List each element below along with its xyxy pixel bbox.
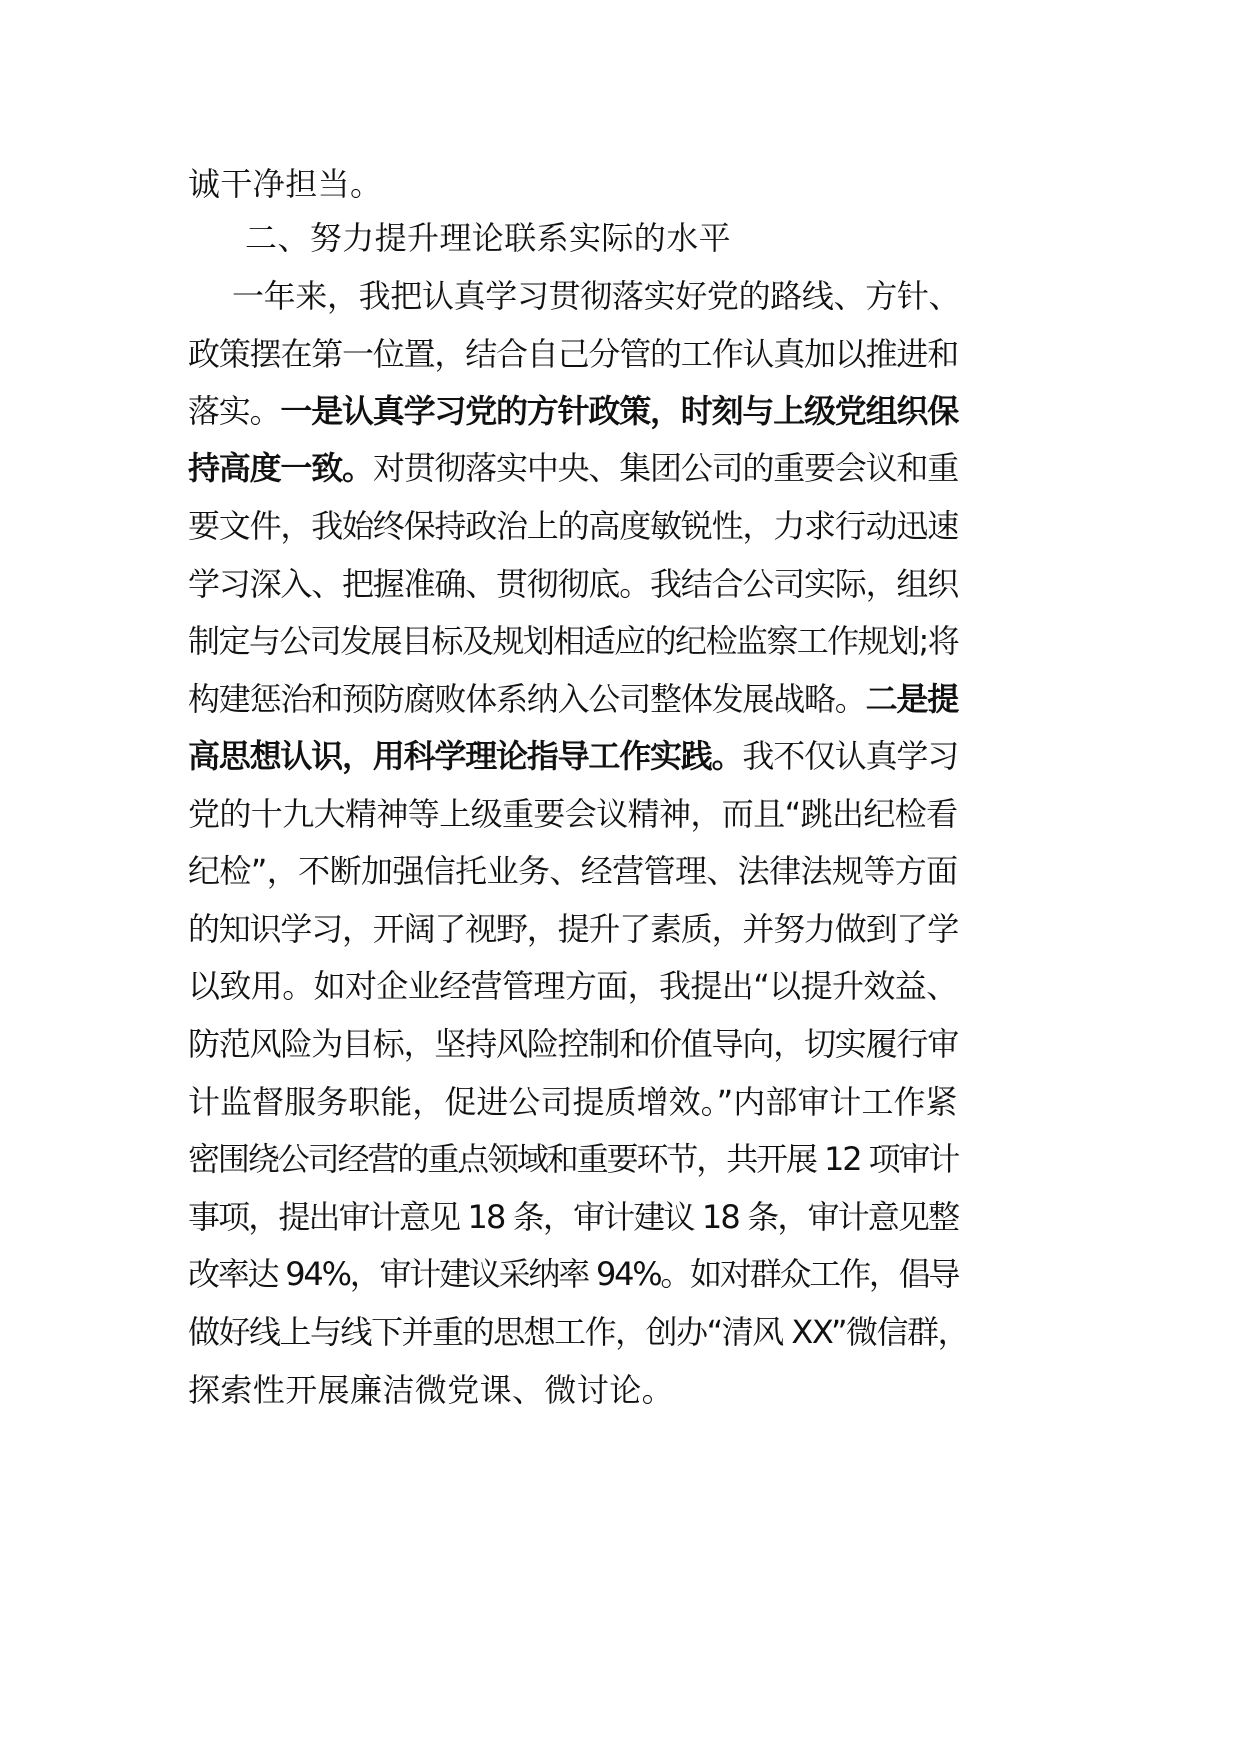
text-line [188,679,958,719]
text-run: 构建惩治和预防腐败体系纳入公司整体发展战略。 [188,680,866,718]
text-line [188,1254,958,1294]
text-line [188,164,382,204]
text-run: 计监督服务职能，促进公司提质增效。”内部审计工作紧 [188,1083,958,1121]
text-run: 落实。 [188,392,281,430]
text-run: 事项，提出审计意见 18 条，审计建议 18 条，审计意见整 [188,1198,959,1236]
text-line [188,1024,958,1064]
text-run: 的知识学习，开阔了视野，提升了素质，并努力做到了学 [188,910,959,948]
text-line [188,1370,674,1410]
text-run: 防范风险为目标，坚持风险控制和价值导向，切实履行审 [188,1025,959,1063]
text-line [188,621,958,661]
text-line [188,794,958,834]
text-run: 要文件，我始终保持政治上的高度敏锐性，力求行动迅速 [188,507,959,545]
text-run: 学习深入、把握准确、贯彻彻底。我结合公司实际，组织 [188,565,959,603]
text-run: 改率达 94%，审计建议采纳率 94%。如对群众工作，倡导 [188,1255,959,1293]
text-run: 纪检”，不断加强信托业务、经营管理、法律法规等方面 [188,852,958,890]
bold-text-run: 高思想认识，用科学理论指导工作实践。 [188,737,743,775]
text-run: 二、努力提升理论联系实际的水平 [245,219,732,257]
text-run: 制定与公司发展目标及规划相适应的纪检监察工作规划;将 [188,622,959,660]
text-line [188,736,958,776]
text-line [245,218,731,258]
text-run: 政策摆在第一位置，结合自己分管的工作认真加以推进和 [188,335,959,373]
text-run: 对贯彻落实中央、集团公司的重要会议和重 [372,449,959,487]
text-line [188,909,958,949]
bold-text-run: 持高度一致。 [188,449,373,487]
text-run: 密围绕公司经营的重点领域和重要环节，共开展 12 项审计 [188,1140,959,1178]
text-run: 诚干净担当。 [188,165,383,203]
text-run: 一年来，我把认真学习贯彻落实好党的路线、方针、 [232,277,961,315]
text-line [188,391,958,431]
text-run: 做好线上与线下并重的思想工作，创办“清风 XX”微信群， [188,1313,969,1351]
text-line [188,1197,958,1237]
text-run: 党的十九大精神等上级重要会议精神，而且“跳出纪检看 [188,795,958,833]
text-line [188,1312,968,1352]
text-line [188,851,958,891]
text-run: 以致用。如对企业经营管理方面，我提出“以提升效益、 [188,967,958,1005]
text-line [188,966,958,1006]
bold-text-run: 一是认真学习党的方针政策，时刻与上级党组织保 [280,392,959,430]
text-line [232,276,960,316]
text-run: 我不仅认真学习 [742,737,959,775]
bold-text-run: 二是提 [865,680,959,718]
text-line [188,506,958,546]
text-line [188,334,958,374]
text-line [188,448,958,488]
text-run: 探索性开展廉洁微党课、微讨论。 [188,1371,675,1409]
text-line [188,1139,958,1179]
text-line [188,1082,958,1122]
text-line [188,564,958,604]
